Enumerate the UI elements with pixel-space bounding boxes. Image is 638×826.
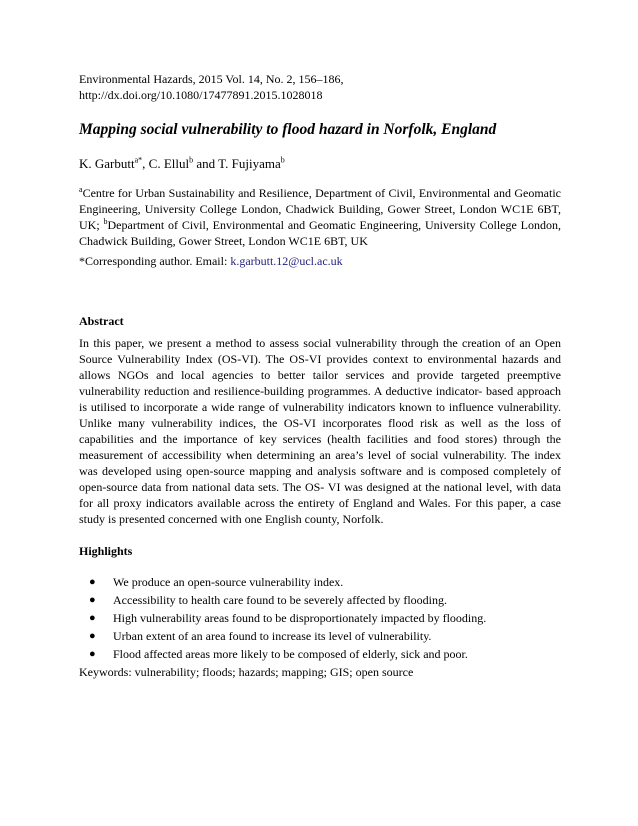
abstract-heading: Abstract xyxy=(79,314,124,328)
author-ellul: , C. Ellul xyxy=(142,156,190,171)
doi-link[interactable]: http://dx.doi.org/10.1080/17477891.2015.1028018 xyxy=(79,88,323,102)
journal-citation: Environmental Hazards, 2015 Vol. 14, No. 2, 156–186, xyxy=(79,72,344,86)
paper-title: Mapping social vulnerability to flood hazard in Norfolk, England xyxy=(79,121,497,138)
affiliations xyxy=(79,185,561,249)
highlight-item xyxy=(79,591,561,609)
journal-header xyxy=(79,71,561,103)
affiliation-a-text: Centre for Urban Sustainability and Resilience, Department of Civil, Environmental and Geomatic Engineering, University College London, Chadwick Building, Gower Street, London WC1E 6BT, UK; xyxy=(79,186,561,232)
highlights-heading: Highlights xyxy=(79,544,133,558)
corresponding-email[interactable]: k.garbutt.12@ucl.ac.uk xyxy=(230,254,343,268)
author-fujiyama-affiliation: b xyxy=(280,155,285,165)
highlight-text: We produce an open-source vulnerability index. xyxy=(113,575,344,589)
highlight-item xyxy=(79,645,561,663)
affiliation-b-marker: b xyxy=(103,217,108,226)
highlight-text: Flood affected areas more likely to be composed of elderly, sick and poor. xyxy=(113,647,468,661)
corresponding-label: *Corresponding author. Email: xyxy=(79,254,231,268)
affiliation-b-text: Department of Civil, Environmental and Geomatic Engineering, University College London, Chadwick Building, Gower Street, London WC1E 6BT, UK xyxy=(79,218,561,248)
highlight-item xyxy=(79,627,561,645)
bullet-icon: ● xyxy=(89,612,96,624)
keywords: Keywords: vulnerability; floods; hazards; mapping; GIS; open source xyxy=(79,665,414,679)
author-ellul-affiliation: b xyxy=(189,155,194,165)
author-garbutt: K. Garbutt xyxy=(79,156,135,171)
bullet-icon: ● xyxy=(89,594,96,606)
highlights-list xyxy=(79,573,561,663)
bullet-icon: ● xyxy=(89,630,96,642)
abstract-text: In this paper, we present a method to assess social vulnerability through the creation of an Open Source Vulnerability Index (OS-VI). The OS-VI provides context to environmental hazards and allows NGOs and local agencies to better tailor services and provide targeted preemptive vulnerability reduction and resilience-building programmes. A deductive indicator- based approach is utilised to incorporate a wide range of vulnerability indicators known to influence vulnerability. Unlike many vulnerability indices, the OS-VI incorporates flood risk as well as the loss of capabilities and the importance of key services (health facilities and food stores) through the measurement of accessibility when determining an area’s level of social vulnerability. The index was developed using open-source mapping and analysis software and is composed completely of open-source data from national data sets. The OS- VI was designed at the national level, with data for all proxy indicators available across the entirety of England and Wales. For this paper, a case study is presented concerned with one English county, Norfolk. xyxy=(79,336,561,526)
highlight-item xyxy=(79,609,561,627)
author-garbutt-affiliation: a* xyxy=(134,155,143,165)
affiliation-a-marker: a xyxy=(79,185,83,194)
author-fujiyama: and T. Fujiyama xyxy=(193,156,281,171)
highlight-item xyxy=(79,573,561,591)
highlight-text: Accessibility to health care found to be severely affected by flooding. xyxy=(113,593,447,607)
bullet-icon: ● xyxy=(89,576,96,588)
author-list xyxy=(79,155,561,172)
highlight-text: High vulnerability areas found to be disproportionately impacted by flooding. xyxy=(113,611,487,625)
highlight-text: Urban extent of an area found to increase its level of vulnerability. xyxy=(113,629,432,643)
corresponding-author xyxy=(79,253,561,269)
bullet-icon: ● xyxy=(89,648,96,660)
